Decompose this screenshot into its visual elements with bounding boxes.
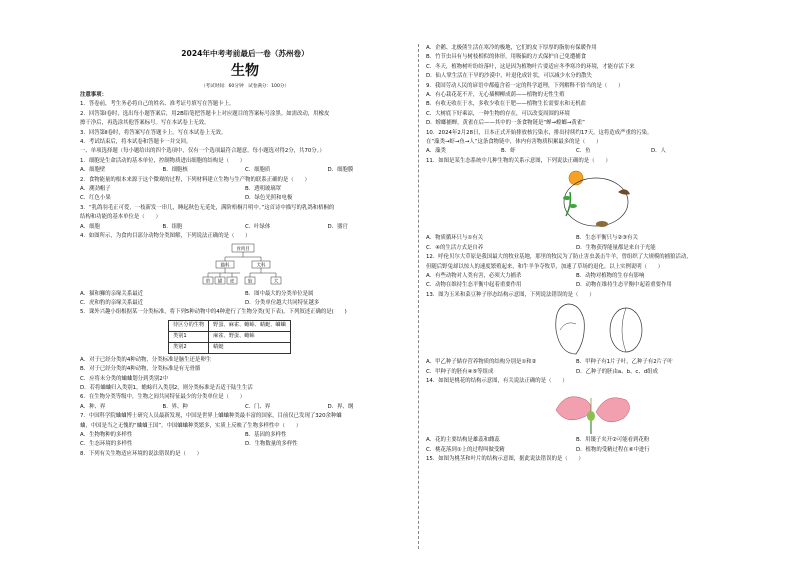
classification-tree-figure: [80, 242, 410, 290]
option: C．门、界: [245, 403, 271, 410]
q2-options-2: [80, 194, 410, 203]
right-column: [426, 44, 726, 465]
note-line: 2．回答第Ⅰ卷时，选出每小题答案后，用2B铅笔把答题卡上对应题目的答案标号涂黑。如需改动，用橡皮: [80, 110, 330, 117]
q1-stem: 1．细胞是生命活动的基本单位，控制物质进出细胞的结构是（ ）: [80, 157, 246, 164]
option: D．器官: [327, 223, 348, 230]
q13-options-2: [426, 368, 726, 377]
option: B．生态平衡只与②③有关: [576, 235, 638, 242]
option: A．有些动物对人类有害，必须大力捕杀: [426, 272, 522, 279]
q5-option: B．对于已经分类的4种动物，分类标准是有无骨骼: [80, 366, 201, 373]
option: A．生物物种的多样性: [80, 431, 133, 438]
tree-label-mid: 犬科: [256, 263, 266, 268]
q4-options-2: [80, 299, 410, 308]
option: C．细胞质: [245, 167, 271, 174]
tree-label-leaf: 猫: [217, 279, 223, 284]
peach-flower-figure: [426, 386, 726, 436]
q8-stem: 8．下列有关生物适应环境的说法错误的是（ ）: [80, 450, 203, 457]
table-cell: 野蛋、麻雀、蟾蜍、蜻蜓、蛐蛐: [209, 320, 291, 331]
option: A．种、界: [80, 403, 106, 410]
option: B．图中最大的分类单位是属: [245, 290, 314, 297]
q8-option: B．竹节虫具有与树枝相似的体形，用吸偏的方式保护自己免遭捕食: [426, 54, 587, 61]
q7-stem: 7．中国科学院蛐蛐博士研究人员最新发现，中国是世界上蛐蛐种类最丰富的国家，目前仅已发现了320余种蛐: [80, 413, 342, 420]
option: D．细胞膜: [327, 167, 354, 174]
classification-table: [168, 320, 291, 354]
corn-seed-icon: [556, 304, 585, 354]
q10-options: [426, 147, 726, 156]
q9-option: A．有心栽花花不开，无心插柳柳成荫——植物的无性生殖: [426, 92, 565, 99]
q6-options: [80, 403, 410, 412]
q14-options-1: [426, 436, 726, 445]
q10-stem: 10．2024年2月28日，日本正式开始排放核污染水，排出持续约17天，这将造成严重的污染。: [426, 129, 653, 136]
exam-title: 2024年中考考前最后一卷（苏州卷）: [181, 49, 309, 58]
q6-stem: 6．在生物分类等级中，生物之间共同特征最少的分类单位是（ ）: [80, 394, 246, 401]
exam-info: （考试时间：60分钟 试卷满分：100分）: [200, 84, 290, 89]
column-divider: [418, 44, 419, 549]
q1-options: [80, 166, 410, 175]
option: A．花的主要结构是雄蕊和雌蕊: [426, 437, 500, 444]
q11-options-1: [426, 234, 726, 243]
table-row: [169, 320, 291, 331]
note-line: 擦干净后，再选涂其他答案标号。写在本试卷上无效。: [80, 120, 210, 127]
option: C．④的生活方式是自养: [426, 244, 484, 251]
q15-stem: 15．如图为桃茎和叶片的结构示意图，据此说法错误的是（ ）: [426, 456, 584, 463]
option: A．甲乙种子储存营养物质的结构分别是①和②: [426, 359, 537, 366]
option: D．乙种子的胚由a、b、c、d组成: [576, 368, 658, 375]
q5-option: D．若将蛐蛐归入类别1，蟾蜍归入类别2，则分类标准是否适于陆生生活: [80, 384, 253, 391]
table-row: [169, 331, 291, 342]
option: B．动物对植物的生存有影响: [576, 272, 645, 279]
option: C．鱼: [576, 148, 591, 155]
note-line: 3．回答第Ⅱ卷时，将答案写在答题卡上。写在本试卷上无效。: [80, 129, 227, 136]
option: B．用镊子夹开②可能看到花粉: [576, 437, 650, 444]
subject-title: 生物: [231, 63, 259, 79]
q3-stem-cont: 结构和功能的基本单位是（ ）: [80, 214, 161, 221]
q4-options-1: [80, 290, 410, 299]
section-heading: 一、单项选择题（每小题给出的四个选项中，仅有一个选项最符合题意。每小题选对得2分，共70分。）: [80, 148, 325, 155]
option: C．生态环境的多样性: [80, 441, 133, 448]
q13-options-1: [426, 358, 726, 367]
seed-structure-figure: [426, 300, 726, 358]
option: D．分类单位越大共同特征越多: [245, 299, 320, 306]
option: A．溯劲帽子: [80, 186, 111, 193]
table-cell: 类别1: [169, 331, 209, 342]
option: C．甲种子的胚有④⑤等组成: [426, 368, 494, 375]
table-cell: 麻雀、野蛋、蟾蜍: [209, 331, 291, 342]
tree-label-leaf: 犬: [273, 279, 279, 284]
q3-stem: 3．“乳鸽羽毛正可爱，一枝新发一串儿，睡起秋色无觅处，满阶梧桐月明中。”这首诗中描写的乳鸽和梧桐的: [80, 204, 335, 211]
option: D．植物的受精过程在⑥中进行: [576, 446, 650, 453]
bird-icon: [618, 190, 630, 195]
q12-options-1: [426, 272, 726, 281]
table-cell: 待区分的生物: [169, 320, 209, 331]
cycle-arrow-icon: [564, 178, 628, 226]
option: D．界、纲: [327, 403, 354, 410]
q7-options-1: [80, 431, 410, 440]
note-line: 4．考试结束后，将本试卷和答题卡一并交回。: [80, 139, 192, 146]
option: D．生物获得能量都是来自于光能: [576, 244, 656, 251]
option: B．组胞: [162, 223, 183, 230]
option: C．虎和豹的亲缘关系最近: [80, 299, 144, 306]
q12-options-2: [426, 281, 726, 290]
q14-stem: 14．如图是桃花的结构示意图，有关说法正确的是（ ）: [426, 377, 568, 384]
q4-stem: 4．如图所示，为食肉目部分动物分类图解，下列说法正确的是（ ）: [80, 233, 251, 240]
petal-icon: [556, 397, 591, 420]
table-cell: 蜻蜓: [209, 342, 291, 353]
option: C．叶绿体: [245, 223, 271, 230]
option: C．桃花落到①上的过程叫做受精: [426, 446, 505, 453]
ecosystem-figure: [426, 166, 726, 234]
left-column: [80, 44, 410, 459]
notes-heading: 注意事项：: [80, 92, 107, 98]
table-cell: 类别2: [169, 342, 209, 353]
tree-label-mid: 猫科: [220, 263, 230, 268]
option: A．猫和狮的亲缘关系最近: [80, 290, 143, 297]
q8-option: A．企鹅、北极熊生活在寒冷的极地，它们的皮下厚厚的脂肪有保暖作用: [426, 45, 597, 51]
option: A．物质循环只与①有关: [426, 235, 484, 242]
tree-label-root: 食肉目: [236, 246, 250, 252]
q9-stem: 9．我国劳动人民的谚语中都蕴含着一定的科学道理，下列解释不恰当的是（ ）: [426, 82, 624, 89]
q5-option: C．应将未分类的蛐蛐划分到类别2中: [80, 375, 169, 382]
option: A．细胞: [80, 223, 100, 230]
option: B．基因的多样性: [245, 431, 287, 438]
tree-label-leaf: 虎: [229, 279, 235, 284]
q5-stem: 5．课外兴趣小组根据某一分类标准，将下列5种动物中的4种进行了生物分类(见下表)，下列叙述正确的是( ): [80, 309, 347, 316]
q9-option: D．螳螂捕蝉，黄雀在后——其中的一条食物链是“蝉→螳螂→黄雀”: [426, 120, 585, 127]
q9-option: C．大树底下好乘凉，一种生物的存在，可以改变周围的环境: [426, 110, 570, 117]
option: B．甲种子有1片子叶，乙种子有2片子叶: [576, 359, 673, 366]
option: B．细胞核: [162, 167, 188, 174]
option: D．绿色光照和电极: [245, 195, 293, 202]
table-row: [169, 342, 291, 353]
option: D．动物在维持生态平衡中起着重要作用: [576, 282, 672, 289]
q3-options: [80, 223, 410, 232]
q2-options-1: [80, 185, 410, 194]
option: C．红色小果: [80, 195, 111, 202]
tree-label-leaf: 狼: [247, 279, 253, 284]
q8-option: D．仙人掌生活在干旱的沙漠中，叶退化成针状，可以减少水分的散失: [426, 73, 592, 80]
q13-stem: 13．图为玉米和菜豆种子形态结构示意图，下列说法错误的是（ ）: [426, 291, 595, 298]
q7-options-2: [80, 440, 410, 449]
option: B．透明玻璃罩: [245, 186, 282, 193]
note-line: 1．答卷前，考生务必将自己的姓名、准考证号填写在答题卡上。: [80, 101, 235, 108]
q2-stem: 2．食物能量的根本来源于这个微观的过程，下列材料建立生物与生产物的联系正确的是（ ）: [80, 176, 310, 183]
option: A．细胞壁: [80, 167, 106, 174]
leaf-icon: [569, 204, 577, 208]
option: B．界、种: [162, 403, 188, 410]
option: B．虾: [501, 148, 516, 155]
option: D．生物数量的多样性: [245, 441, 298, 448]
option: A．藻类: [426, 148, 446, 155]
q9-option: B．有收无收在于水，多收少收在于肥——植物生长需要水和无机盐: [426, 101, 587, 108]
q10-stem-cont: 在“藻类→虾→鱼→人”这条食物链中，体内有害物质积累最多的是（ ）: [426, 139, 602, 146]
tree-label-leaf: 豹: [205, 279, 211, 284]
q11-options-2: [426, 244, 726, 253]
q11-stem: 11．如图是某生态系统中几种生物的关系示意图，下列说法正确的是（ ）: [426, 157, 611, 164]
q12-stem-cont: 但随后野兔却以惊人的速度繁殖起来，和牛羊争夺牧草，加速了草场的退化。以上实例说明（ ）: [426, 263, 664, 270]
ovary-icon: [587, 411, 595, 421]
petal-icon: [596, 398, 630, 422]
q5-option: A．对于已经分类的4种动物，分类标准是脑生还是卵生: [80, 356, 212, 363]
q12-stem: 12．呼伦贝尔大草原是我国最大的牧业基地，那里的牧民为了防止害虫袭击牛羊，曾组织了大规模的捕狼活动，: [426, 254, 692, 261]
bean-seed-icon: [610, 308, 642, 352]
q7-stem-cont: 蛐，中国是当之无愧的“蛐蛐王国”。中国蛐蛐种类繁多，实质上反映了生物多样性中（ ）: [80, 422, 302, 429]
soil-organism-icon: [596, 221, 608, 227]
option: C．动物在维持生态平衡中起着重要作用: [426, 282, 522, 289]
option: D．人: [651, 148, 666, 155]
leaf-icon: [563, 196, 571, 200]
q8-option: C．冬天，植物树叶纷纷落叶，这是因为植物叶片要适应冬季寒冷的环境，才能存活下来: [426, 63, 635, 70]
q14-options-2: [426, 446, 726, 455]
